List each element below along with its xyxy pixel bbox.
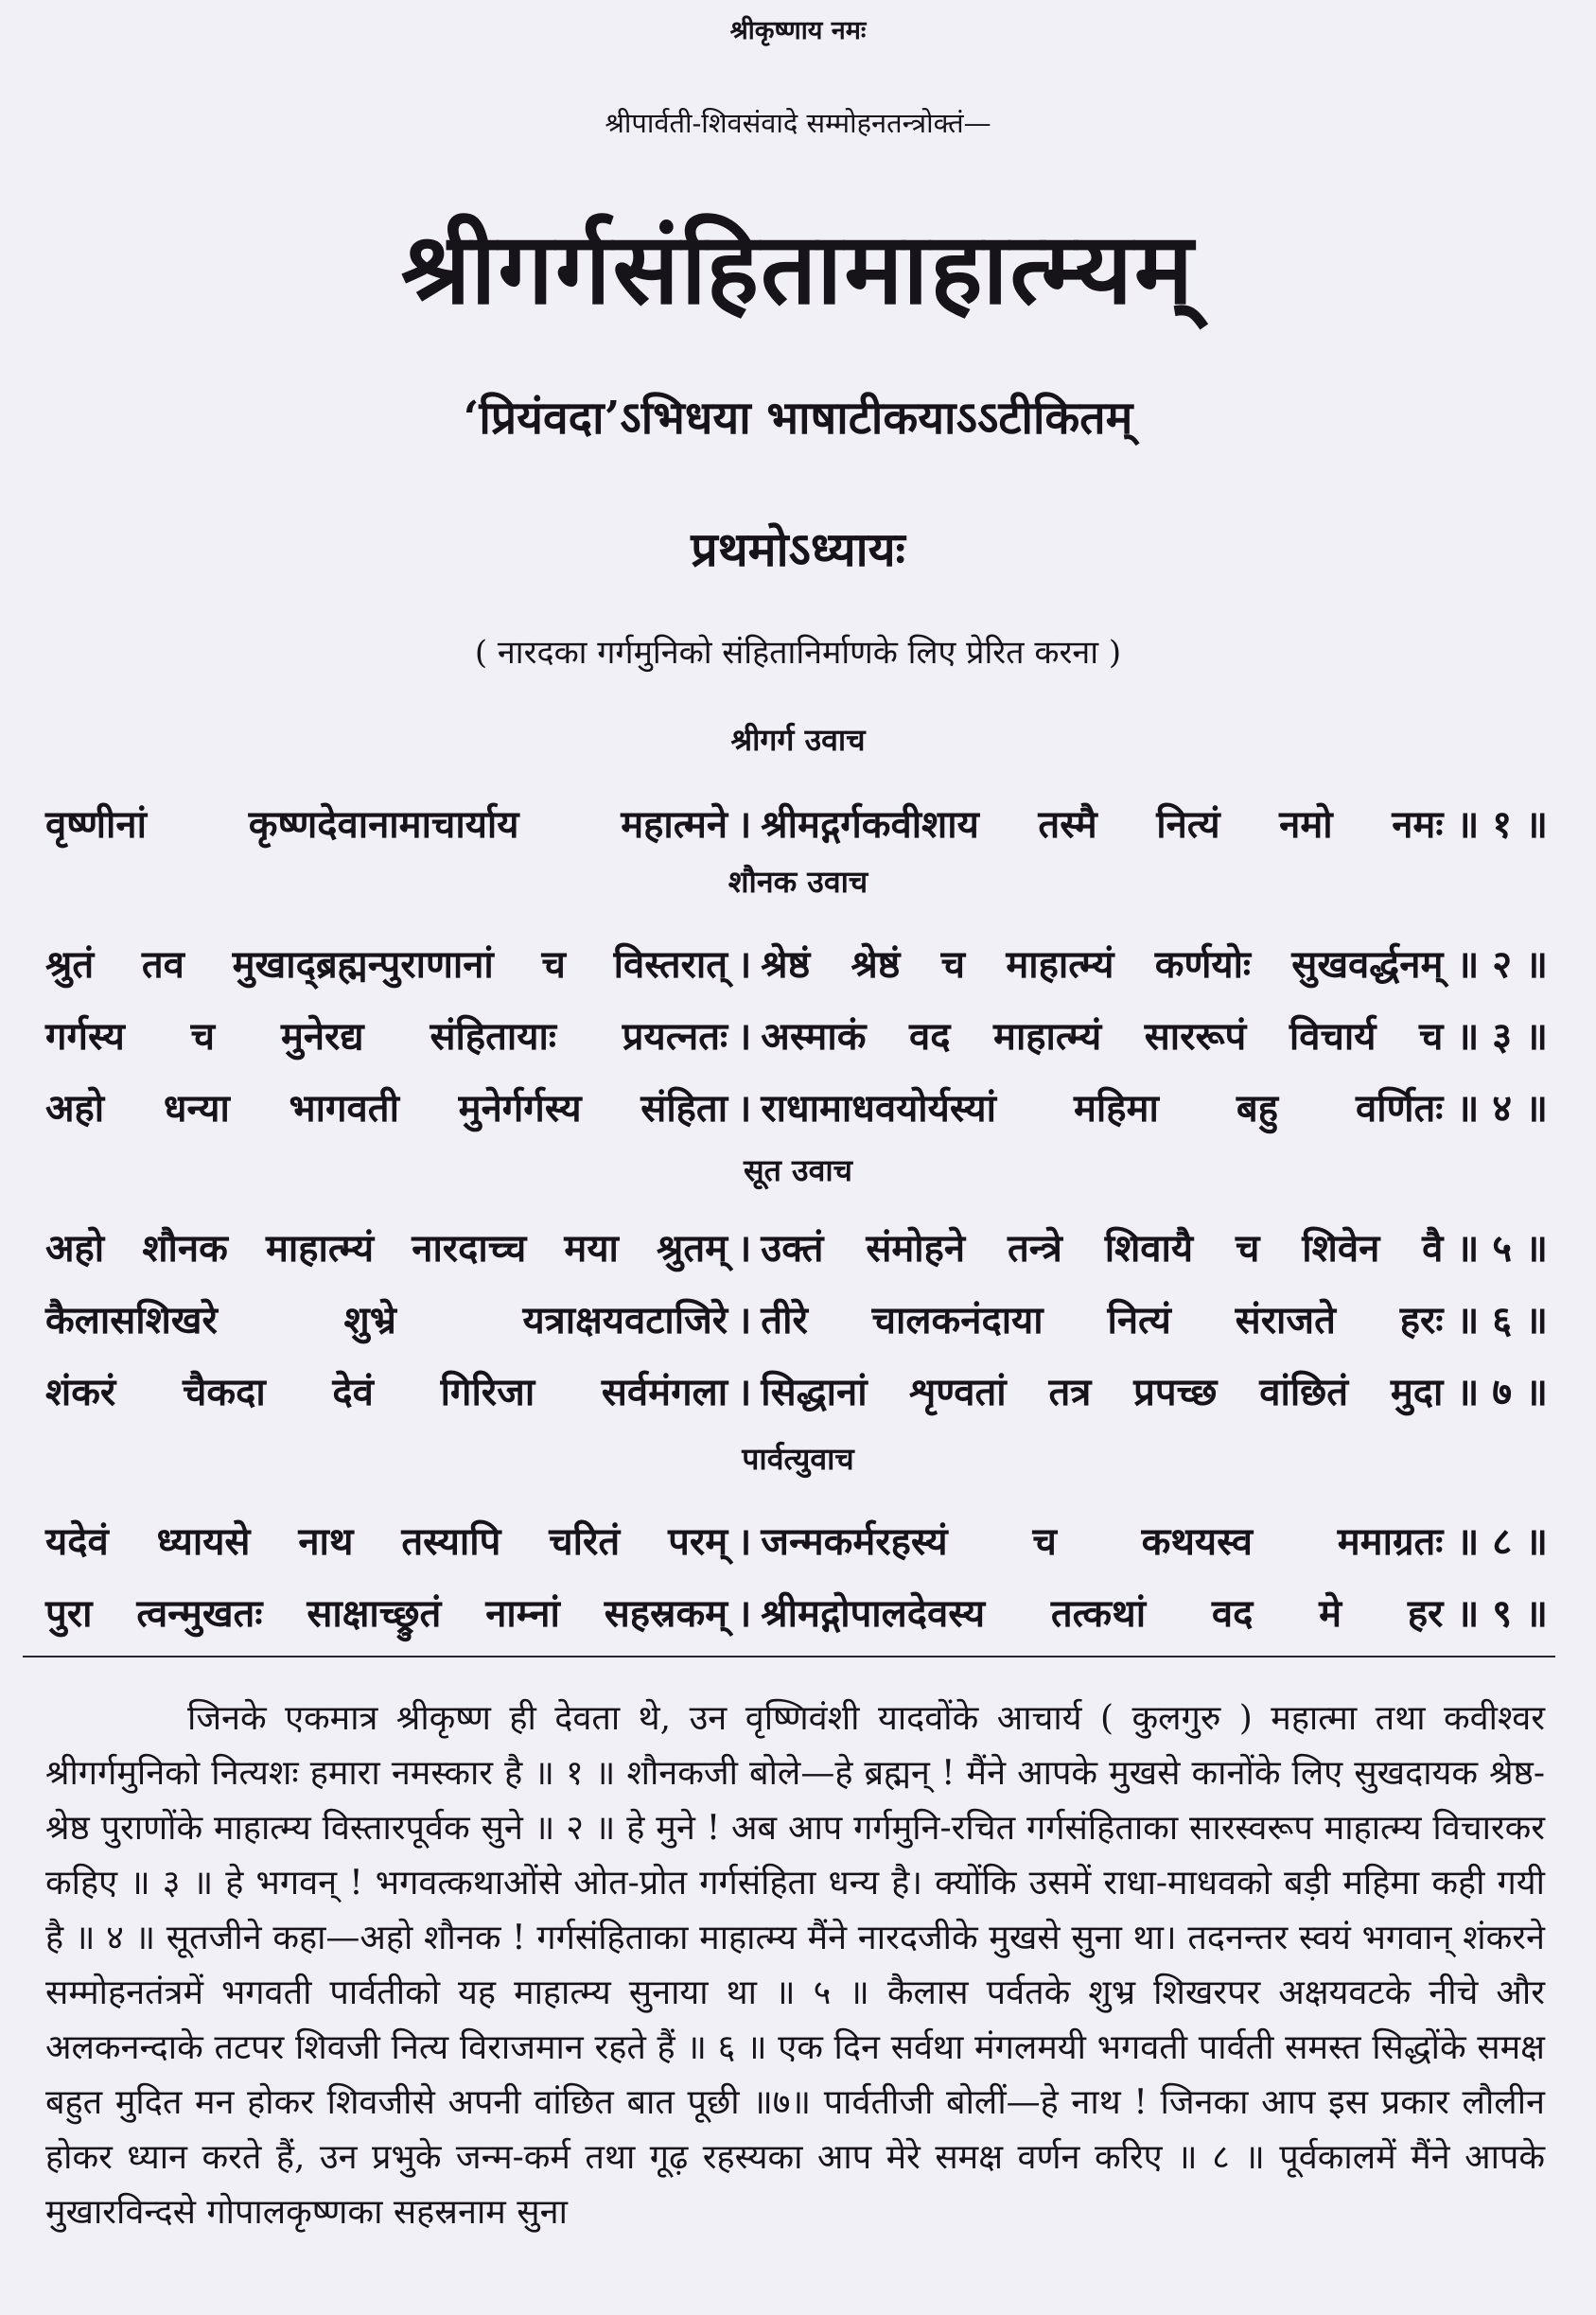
verse-word: माहात्म्यं: [1006, 942, 1114, 987]
verse-word: शिवेन: [1302, 1226, 1380, 1271]
verse-word: वद: [1211, 1591, 1254, 1636]
verse-word: च: [541, 942, 566, 987]
verse-word: चरितं: [549, 1519, 621, 1564]
danda-separator: ।: [737, 1014, 752, 1059]
verse-line: [45, 1364, 1548, 1416]
verse-number: ॥ ५ ॥: [1456, 1226, 1548, 1271]
verse-word: ध्यायसे: [156, 1519, 251, 1564]
verse-word: शिवायै: [1104, 1226, 1194, 1271]
verse-line: [45, 1220, 1548, 1272]
danda-separator: ।: [737, 1226, 752, 1271]
verse-word: गिरिजा: [440, 1370, 535, 1414]
verse-word: मुनेरद्य: [280, 1014, 364, 1059]
danda-separator: ।: [737, 1591, 752, 1636]
verse-word: भागवती: [289, 1086, 399, 1131]
verse-word: च: [190, 1014, 216, 1059]
verse-word: हर: [1407, 1591, 1444, 1636]
verse-word: सुखवर्द्धनम्: [1291, 942, 1444, 987]
verse-word: कर्णयोः: [1154, 942, 1252, 987]
verse-word: नाथ: [298, 1519, 354, 1564]
verse-second-half: [761, 1080, 1443, 1132]
verse-word: चालकनंदाया: [871, 1298, 1044, 1342]
chapter-heading: प्रथमोऽध्यायः: [691, 521, 905, 577]
verse-number: ॥ ६ ॥: [1456, 1298, 1548, 1342]
verse-first-half: [45, 1364, 728, 1416]
danda-separator: ।: [737, 1086, 752, 1131]
verse-word: साक्षाच्छ्रुतं: [307, 1591, 442, 1636]
verse-word: राधामाधवयोर्यस्यां: [761, 1086, 996, 1131]
verse-first-half: [45, 1008, 728, 1061]
verse-word: जन्मकर्मरहस्यं: [761, 1519, 948, 1564]
verse-first-half: [45, 1586, 728, 1638]
verse-second-half: [761, 797, 1443, 849]
page-title: श्रीगर्गसंहितामाहात्म्यम्: [400, 210, 1196, 326]
verse-line: [45, 1292, 1548, 1344]
page-subtitle: ‘प्रियंवदा’ऽभिधया भाषाटीकयाऽऽटीकितम्: [463, 392, 1133, 445]
verse-word: कथयस्व: [1141, 1519, 1253, 1564]
verse-word: अस्माकं: [761, 1014, 867, 1059]
verse-word: प्रपच्छ: [1133, 1370, 1218, 1414]
verse-line: [45, 1586, 1548, 1638]
verse-second-half: [761, 1292, 1443, 1344]
verse-number: ॥ १ ॥: [1456, 802, 1548, 847]
verse-word: देवं: [332, 1370, 374, 1414]
verse-word: साररूपं: [1144, 1014, 1247, 1059]
verse-word: वै: [1422, 1226, 1444, 1271]
verse-word: कैलासशिखरे: [45, 1298, 218, 1342]
speaker-heading: श्रीगर्ग उवाच: [730, 722, 866, 758]
speaker-heading: शौनक उवाच: [728, 864, 868, 900]
verse-word: शौनक: [142, 1226, 228, 1271]
verse-word: यदेवं: [45, 1519, 109, 1564]
verse-word: हरः: [1399, 1298, 1444, 1342]
verse-word: शृण्वतां: [909, 1370, 1007, 1414]
verse-word: श्रुतं: [45, 942, 95, 987]
verse-word: वृष्णीनां: [45, 802, 147, 847]
verse-word: विस्तरात्: [613, 942, 728, 987]
verse-second-half: [761, 1008, 1443, 1061]
verse-word: सहस्रकम्: [604, 1591, 728, 1636]
verse-word: विचार्य: [1289, 1014, 1377, 1059]
verse-line: [45, 797, 1548, 849]
verse-word: परम्: [668, 1519, 728, 1564]
verse-word: श्रेष्ठं: [851, 942, 901, 987]
verse-number: ॥ ३ ॥: [1456, 1014, 1548, 1059]
invocation: श्रीकृष्णाय नमः: [729, 16, 867, 45]
verse-word: वर्णितः: [1355, 1086, 1444, 1131]
verse-second-half: [761, 937, 1443, 989]
verse-word: नारदाच्च: [412, 1226, 527, 1271]
verse-word: धन्या: [163, 1086, 230, 1131]
verse-word: श्रेष्ठं: [761, 942, 811, 987]
verse-word: मे: [1319, 1591, 1342, 1636]
verse-word: नमो: [1279, 802, 1333, 847]
verse-line: [45, 1514, 1548, 1566]
verse-word: वद: [908, 1014, 951, 1059]
verse-word: तीरे: [761, 1298, 808, 1342]
verse-number: ॥ ४ ॥: [1456, 1086, 1548, 1131]
verse-word: तत्र: [1048, 1370, 1092, 1414]
verse-first-half: [45, 1514, 728, 1566]
verse-word: नित्यं: [1107, 1298, 1171, 1342]
verse-word: सिद्धानां: [761, 1370, 868, 1414]
verse-word: पुरा: [45, 1591, 93, 1636]
verse-line: [45, 1080, 1548, 1132]
verse-second-half: [761, 1220, 1443, 1272]
verse-word: त्वन्मुखतः: [136, 1591, 263, 1636]
verse-number: ॥ ९ ॥: [1456, 1591, 1548, 1636]
verse-word: ममाग्रतः: [1337, 1519, 1444, 1564]
verse-word: तस्यापि: [401, 1519, 501, 1564]
verse-word: अहो: [45, 1086, 105, 1131]
verse-first-half: [45, 797, 728, 849]
verse-number: ॥ ८ ॥: [1456, 1519, 1548, 1564]
verse-second-half: [761, 1514, 1443, 1566]
verse-word: कृष्णदेवानामाचार्याय: [248, 802, 519, 847]
verse-word: शुभ्रे: [343, 1298, 396, 1342]
verse-word: नमः: [1392, 802, 1444, 847]
danda-separator: ।: [737, 802, 752, 847]
verse-word: श्रुतम्: [657, 1226, 728, 1271]
verse-word: मुदा: [1390, 1370, 1444, 1414]
verse-word: तत्कथां: [1050, 1591, 1147, 1636]
verse-word: नाम्नां: [485, 1591, 560, 1636]
verse-word: श्रीमद्गोपालदेवस्य: [761, 1591, 986, 1636]
verse-word: महिमा: [1074, 1086, 1159, 1131]
verse-word: उक्तं: [761, 1226, 824, 1271]
divider: [23, 1656, 1555, 1657]
chapter-summary: ( नारदका गर्गमुनिको संहितानिर्माणके लिए प्रेरित करना ): [474, 634, 1122, 672]
verse-word: बहु: [1236, 1086, 1278, 1131]
verse-first-half: [45, 937, 728, 989]
verse-word: मुनेर्गर्गस्य: [458, 1086, 582, 1131]
verse-word: मया: [564, 1226, 619, 1271]
verse-word: चैकदा: [182, 1370, 266, 1414]
verse-word: च: [940, 942, 966, 987]
verse-word: संमोहने: [866, 1226, 966, 1271]
verse-word: संराजते: [1235, 1298, 1336, 1342]
verse-word: माहात्म्यं: [265, 1226, 375, 1271]
context-line: श्रीपार्वती-शिवसंवादे सम्मोहनतन्त्रोक्तं—: [605, 107, 991, 139]
verse-word: शंकरं: [45, 1370, 116, 1414]
verse-word: नित्यं: [1156, 802, 1220, 847]
verse-first-half: [45, 1080, 728, 1132]
verse-second-half: [761, 1586, 1443, 1638]
verse-word: संहिता: [640, 1086, 728, 1131]
verse-word: तन्त्रे: [1007, 1226, 1062, 1271]
verse-word: श्रीमद्गर्गकवीशाय: [761, 802, 979, 847]
speaker-heading: सूत उवाच: [744, 1152, 852, 1188]
danda-separator: ।: [737, 942, 752, 987]
verse-first-half: [45, 1292, 728, 1344]
verse-word: यत्राक्षयवटाजिरे: [522, 1298, 728, 1342]
verse-number: ॥ २ ॥: [1456, 942, 1548, 987]
verse-word: संहितायाः: [430, 1014, 556, 1059]
verse-word: अहो: [45, 1226, 105, 1271]
verse-word: मुखाद्ब्रह्मन्पुराणानां: [232, 942, 494, 987]
speaker-heading: पार्वत्युवाच: [742, 1441, 854, 1477]
verse-word: महात्मने: [621, 802, 728, 847]
verse-line: [45, 1008, 1548, 1061]
verse-word: च: [1418, 1014, 1444, 1059]
verse-word: प्रयत्नतः: [622, 1014, 728, 1059]
verse-number: ॥ ७ ॥: [1456, 1370, 1548, 1414]
danda-separator: ।: [737, 1370, 752, 1414]
verse-first-half: [45, 1220, 728, 1272]
verse-line: [45, 937, 1548, 989]
verse-word: तस्मै: [1038, 802, 1097, 847]
danda-separator: ।: [737, 1298, 752, 1342]
verse-word: च: [1032, 1519, 1057, 1564]
verse-word: सर्वमंगला: [601, 1370, 728, 1414]
danda-separator: ।: [737, 1519, 752, 1564]
verse-word: माहात्म्यं: [993, 1014, 1102, 1059]
verse-second-half: [761, 1364, 1443, 1416]
verse-word: तव: [141, 942, 184, 987]
translation-text: जिनके एकमात्र श्रीकृष्ण ही देवता थे, उन वृष्णिवंशी यादवोंके आचार्य ( कुलगुरु ) महात्मा तथा कवीश्वर श्रीगर्गमुनिको नित्यशः हमारा नमस्कार है ॥ १ ॥ शौनकजी बोले—हे ब्रह्मन् ! मैंने आपके मुखसे कानोंके लिए सुखदायक श्रेष्ठ-श्रेष्ठ पुराणोंके माहात्म्य विस्तारपूर्वक सुने ॥ २ ॥ हे मुने ! अब आप गर्गमुनि-रचित गर्गसंहिताका सारस्वरूप माहात्म्य विचारकर कहिए ॥ ३ ॥ हे भगवन् ! भगवत्कथाओंसे ओत-प्रोत गर्गसंहिता धन्य है। क्योंकि उसमें राधा-माधवको बड़ी महिमा कही गयी है ॥ ४ ॥ सूतजीने कहा—अहो शौनक ! गर्गसंहिताका माहात्म्य मैंने नारदजीके मुखसे सुना था। तदनन्तर स्वयं भगवान् शंकरने सम्मोहनतंत्रमें भगवती पार्वतीको यह माहात्म्य सुनाया था ॥ ५ ॥ कैलास पर्वतके शुभ्र शिखरपर अक्षयवटके नीचे और अलकनन्दाके तटपर शिवजी नित्य विराजमान रहते हैं ॥ ६ ॥ एक दिन सर्वथा मंगलमयी भगवती पार्वती समस्त सिद्धोंके समक्ष बहुत मुदित मन होकर शिवजीसे अपनी वांछित बात पूछी ॥७॥ पार्वतीजी बोलीं—हे नाथ ! जिनका आप इस प्रकार लौलीन होकर ध्यान करते हैं, उन प्रभुके जन्म-कर्म तथा गूढ़ रहस्यका आप मेरे समक्ष वर्णन करिए ॥ ८ ॥ पूर्वकालमें मैंने आपके मुखारविन्दसे गोपालकृष्णका सहस्रनाम सुना: [45, 1699, 1545, 2232]
verse-word: वांछितं: [1259, 1370, 1349, 1414]
verse-word: च: [1236, 1226, 1260, 1271]
verse-word: गर्गस्य: [45, 1014, 125, 1059]
